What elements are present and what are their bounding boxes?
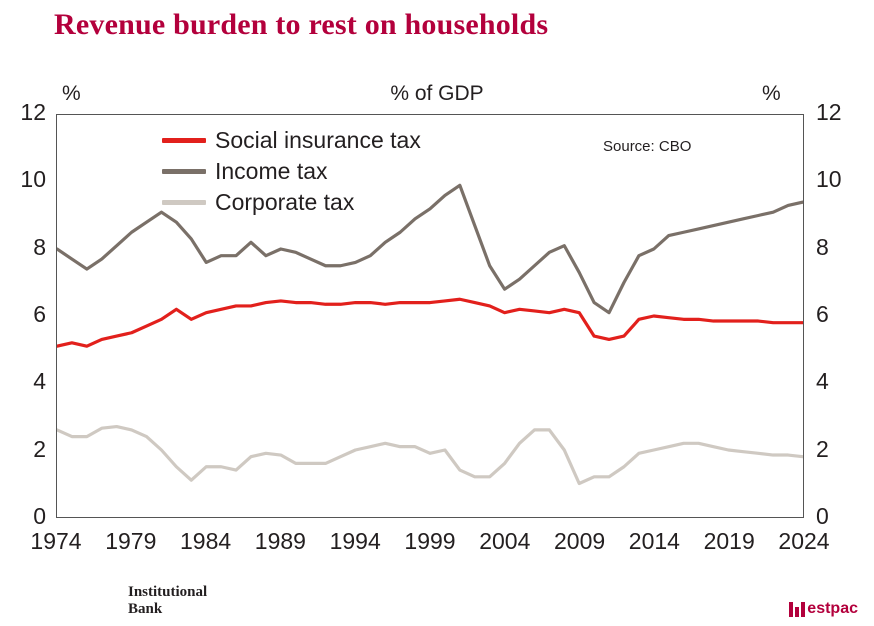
- y-tick-left: 6: [33, 301, 46, 327]
- westpac-logo-text: estpac: [807, 600, 858, 617]
- legend-swatch-icon: [162, 200, 206, 205]
- x-tick: 2024: [778, 528, 830, 554]
- y-tick-right: 8: [816, 233, 829, 260]
- chart-legend: [162, 125, 421, 218]
- legend-item[interactable]: [162, 156, 421, 187]
- legend-label: Corporate tax: [215, 189, 355, 215]
- y-tick-left: 12: [20, 99, 46, 125]
- x-tick: 1974: [30, 528, 82, 554]
- legend-swatch-icon: [162, 138, 206, 143]
- x-tick: 1989: [254, 528, 306, 554]
- page-title: Revenue burden to rest on households: [54, 8, 549, 41]
- y-tick-right: 2: [816, 435, 829, 462]
- legend-label: Income tax: [215, 158, 328, 184]
- x-tick: 2009: [554, 528, 606, 554]
- westpac-logo: [789, 600, 858, 618]
- brand-line-2: Bank: [128, 601, 163, 617]
- x-tick: 1984: [180, 528, 232, 554]
- series-line: [57, 299, 803, 346]
- legend-swatch-icon: [162, 169, 206, 174]
- y-tick-left: 10: [20, 166, 46, 193]
- y-tick-left: 8: [33, 233, 46, 260]
- y-axis-unit-left: %: [62, 82, 81, 105]
- y-tick-right: 4: [816, 368, 829, 395]
- legend-item[interactable]: [162, 187, 421, 218]
- x-tick: 1994: [329, 528, 381, 554]
- westpac-w-icon: [789, 602, 806, 617]
- y-tick-right: 6: [816, 301, 829, 327]
- legend-label: Social insurance tax: [215, 127, 421, 153]
- chart-subtitle: % of GDP: [390, 82, 484, 105]
- y-tick-left: 0: [33, 503, 46, 529]
- x-tick: 1979: [105, 528, 157, 554]
- series-line: [57, 427, 803, 484]
- legend-item[interactable]: [162, 125, 421, 156]
- institutional-bank-brand: [128, 584, 207, 618]
- y-tick-right: 12: [816, 99, 842, 125]
- y-tick-left: 4: [33, 368, 46, 395]
- x-tick: 2004: [479, 528, 531, 554]
- x-tick: 2019: [703, 528, 755, 554]
- y-tick-left: 2: [33, 435, 46, 462]
- brand-line-1: Institutional: [128, 584, 208, 600]
- source-note: Source: CBO: [603, 138, 692, 155]
- x-tick: 1999: [404, 528, 456, 554]
- y-tick-right: 0: [816, 503, 829, 529]
- y-axis-unit-right: %: [762, 82, 781, 105]
- y-tick-right: 10: [816, 166, 842, 193]
- x-tick: 2014: [628, 528, 680, 554]
